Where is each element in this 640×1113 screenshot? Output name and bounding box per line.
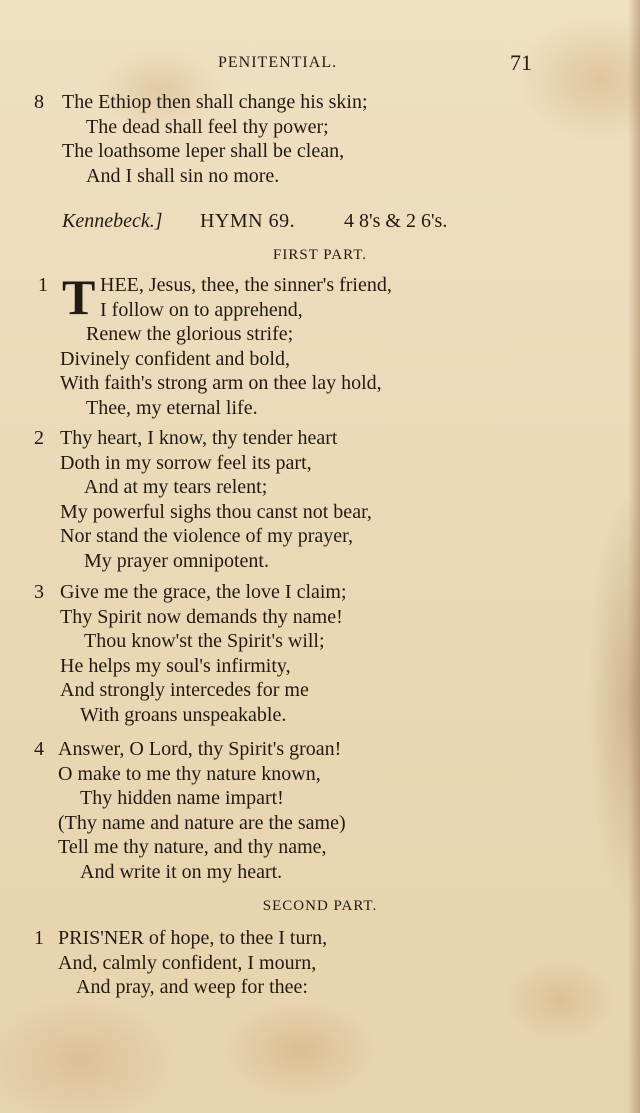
- stanza-line: 1 HEE, Jesus, thee, the sinner's friend,: [38, 274, 392, 296]
- stanza-line: And strongly intercedes for me: [60, 679, 309, 701]
- stanza-line: Tell me thy nature, and thy name,: [58, 836, 327, 858]
- stanza: [0, 737, 640, 884]
- stanza-line: And pray, and weep for thee:: [76, 976, 308, 998]
- stanza-line: Thee, my eternal life.: [86, 396, 258, 419]
- stanza-line: 4 Answer, O Lord, thy Spirit's groan!: [34, 738, 342, 760]
- stanza-line: I follow on to apprehend,: [100, 298, 303, 321]
- stanza: [0, 580, 640, 727]
- stanza-line: And I shall sin no more.: [86, 164, 280, 187]
- hymn-title: HYMN 69.: [200, 210, 296, 232]
- prev-stanza: [0, 90, 640, 188]
- stanza-line: The dead shall feel thy power;: [86, 115, 329, 138]
- tune-name: Kennebeck.]: [62, 210, 163, 232]
- stanza-line: Thou know'st the Spirit's will;: [84, 630, 325, 652]
- stanza-line: (Thy name and nature are the same): [58, 811, 346, 834]
- second-part-title: SECOND PART.: [262, 898, 378, 914]
- stanza-line: 8 The Ethiop then shall change his skin;: [34, 91, 368, 113]
- stanza-line: And, calmly confident, I mourn,: [58, 951, 317, 974]
- hymn-heading: [62, 207, 622, 235]
- stanza-line: Nor stand the violence of my prayer,: [60, 525, 353, 547]
- stanza-line: And write it on my heart.: [80, 860, 283, 883]
- stanza-number: 3: [34, 581, 44, 603]
- stanza: [0, 269, 640, 420]
- stanza-line: He helps my soul's infirmity,: [60, 654, 291, 677]
- stanza-number: 1: [34, 927, 44, 949]
- drop-cap: T: [62, 269, 96, 325]
- stanza: [0, 426, 640, 573]
- page-number: 71: [510, 50, 532, 75]
- stanza-line: My powerful sighs thou canst not bear,: [60, 500, 372, 523]
- stanza-line: With groans unspeakable.: [80, 703, 287, 726]
- stanza-number: 2: [34, 427, 44, 449]
- stanza-line: The loathsome leper shall be clean,: [62, 140, 345, 162]
- stanza-number: 4: [34, 738, 44, 760]
- stanza-line: Renew the glorious strife;: [86, 323, 294, 345]
- stanza-line: Thy Spirit now demands thy name!: [60, 605, 343, 628]
- stanza-line: With faith's strong arm on thee lay hold,: [60, 372, 382, 394]
- stanza-number: 8: [34, 91, 44, 113]
- page-header: [0, 50, 640, 80]
- stanza-line: Thy hidden name impart!: [80, 787, 284, 809]
- first-part-title: FIRST PART.: [272, 247, 368, 263]
- stanza-line: 2 Thy heart, I know, thy tender heart: [34, 427, 338, 449]
- stanza-line: O make to me thy nature known,: [58, 762, 321, 785]
- running-head: PENITENTIAL.: [218, 54, 338, 71]
- stanza-line: 1 PRIS'NER of hope, to thee I turn,: [34, 927, 328, 949]
- hymn-meter: 4 8's & 2 6's.: [344, 210, 448, 232]
- stanza-line: And at my tears relent;: [84, 476, 268, 498]
- stanza-line: Doth in my sorrow feel its part,: [60, 451, 312, 474]
- stanza: [0, 926, 640, 1000]
- stanza-number: 1: [38, 274, 48, 296]
- stanza-line: Divinely confident and bold,: [60, 347, 290, 370]
- stanza-line: My prayer omnipotent.: [84, 549, 269, 572]
- stanza-line: 3 Give me the grace, the love I claim;: [34, 581, 347, 603]
